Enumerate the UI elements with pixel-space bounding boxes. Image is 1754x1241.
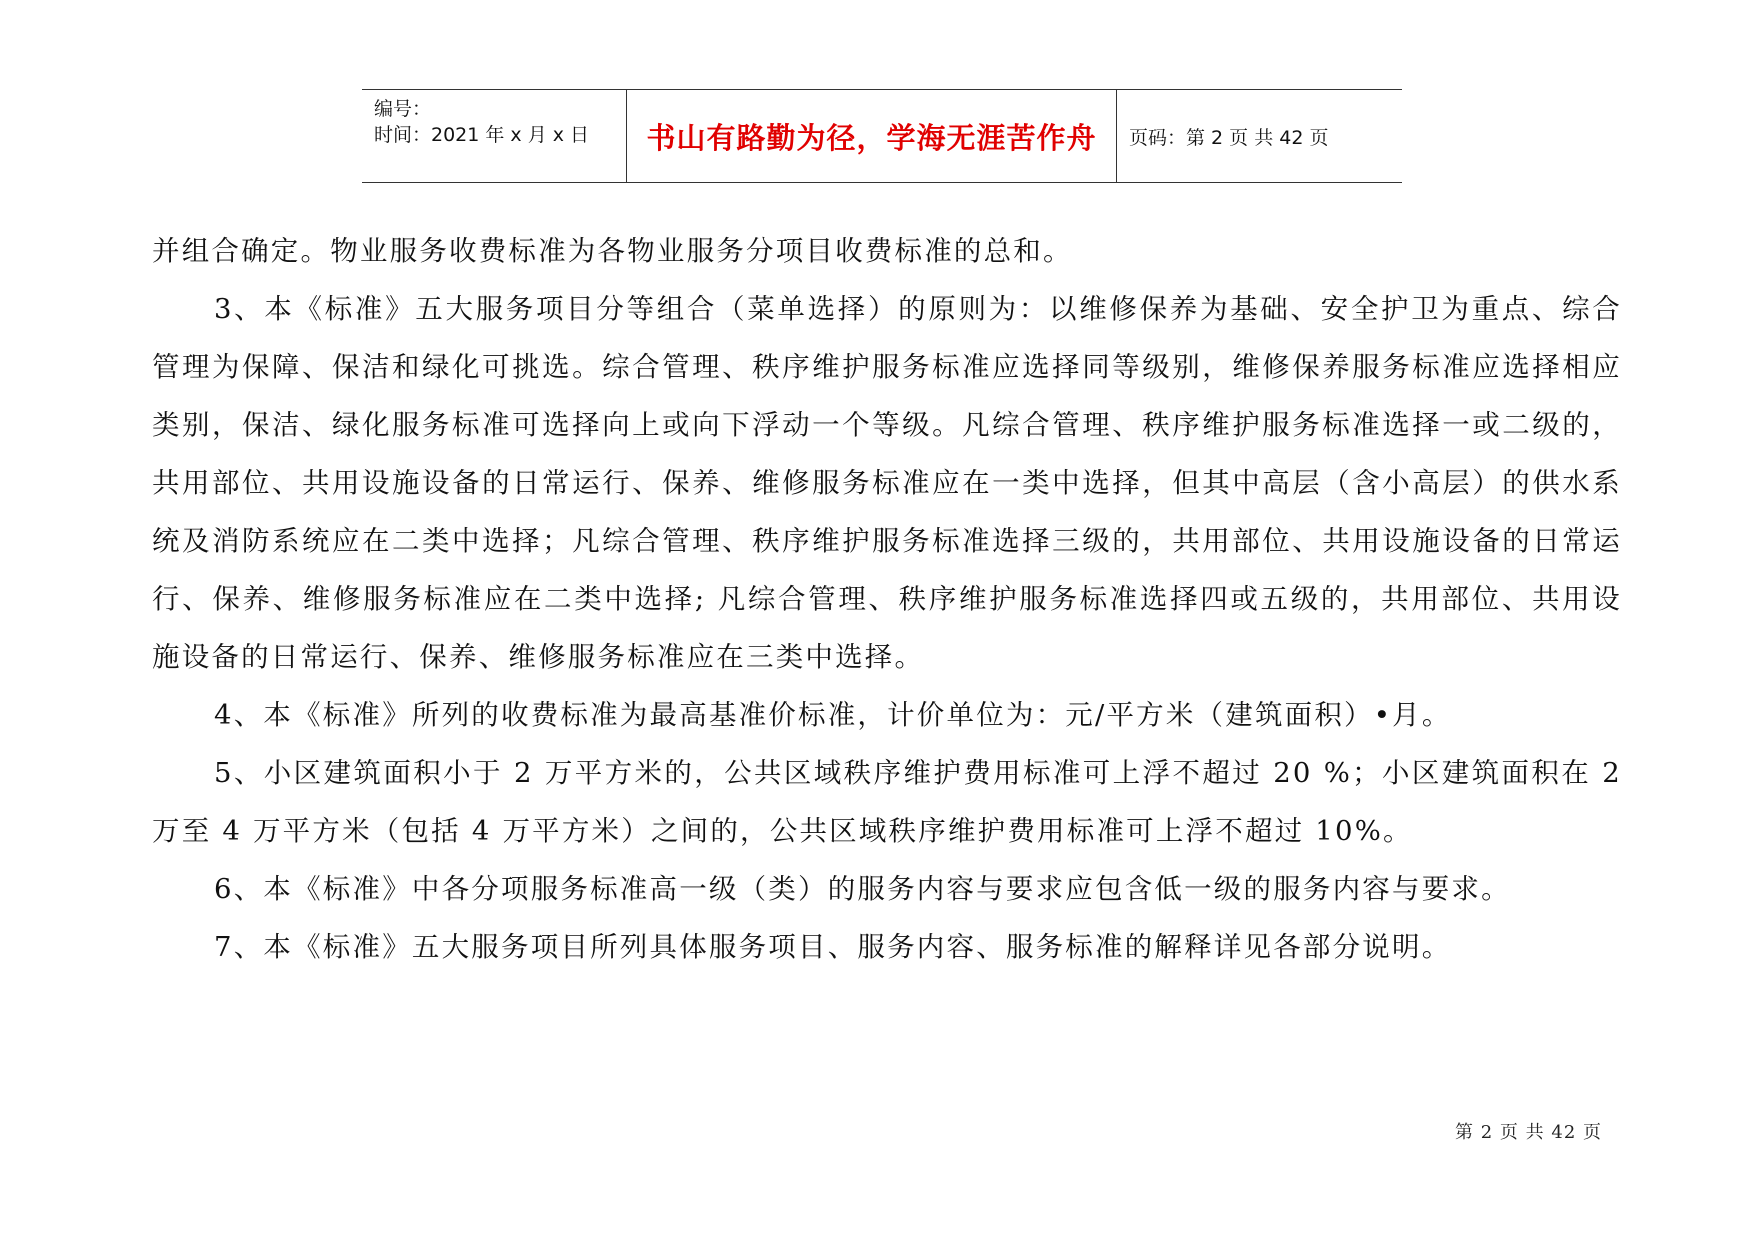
paragraph-item-7: 7、本《标准》五大服务项目所列具体服务项目、服务内容、服务标准的解释详见各部分说明。 [214, 931, 1452, 963]
header-meta-cell [362, 90, 627, 182]
header-page-info: 页码：第 2 页 共 42 页 [1129, 126, 1329, 149]
header-motto-cell [627, 90, 1117, 182]
paragraph-item-5: 5、小区建筑面积小于 2 万平方米的，公共区域秩序维护费用标准可上浮不超过 20 %；小区建筑面积在 2 万至 4 万平方米（包括 4 万平方米）之间的，公共区域秩序维护费用标准可上浮不超过 10%。 [152, 757, 1622, 847]
page-footer-number: 第 2 页 共 42 页 [1455, 1122, 1602, 1143]
document-header [362, 89, 1402, 183]
paragraph-item-6: 6、本《标准》中各分项服务标准高一级（类）的服务内容与要求应包含低一级的服务内容与要求。 [214, 873, 1511, 905]
paragraph-continuation: 并组合确定。物业服务收费标准为各物业服务分项目收费标准的总和。 [152, 235, 1073, 267]
paragraph-item-3: 3、本《标准》五大服务项目分等组合（菜单选择）的原则为：以维修保养为基础、安全护卫为重点、综合管理为保障、保洁和绿化可挑选。综合管理、秩序维护服务标准应选择同等级别，维修保养服务标准应选择相应类别，保洁、绿化服务标准可选择向上或向下浮动一个等级。凡综合管理、秩序维护服务标准选择一或二级的，共用部位、共用设施设备的日常运行、保养、维修服务标准应在一类中选择，但其中高层（含小高层）的供水系统及消防系统应在二类中选择；凡综合管理、秩序维护服务标准选择三级的，共用部位、共用设施设备的日常运行、保养、维修服务标准应在二类中选择; 凡综合管理、秩序维护服务标准选择四或五级的，共用部位、共用设施设备的日常运行、保养、维修服务标准应在三类中选择。 [152, 293, 1622, 673]
document-time-label: 时间：2021 年 x 月 x 日 [374, 124, 590, 146]
header-page-cell [1117, 90, 1402, 182]
document-number-label: 编号： [374, 98, 432, 120]
paragraph-item-4: 4、本《标准》所列的收费标准为最高基准价标准，计价单位为：元/平方米（建筑面积）•月。 [214, 699, 1452, 731]
header-motto: 书山有路勤为径，学海无涯苦作舟 [646, 120, 1097, 155]
document-body [152, 222, 1622, 976]
